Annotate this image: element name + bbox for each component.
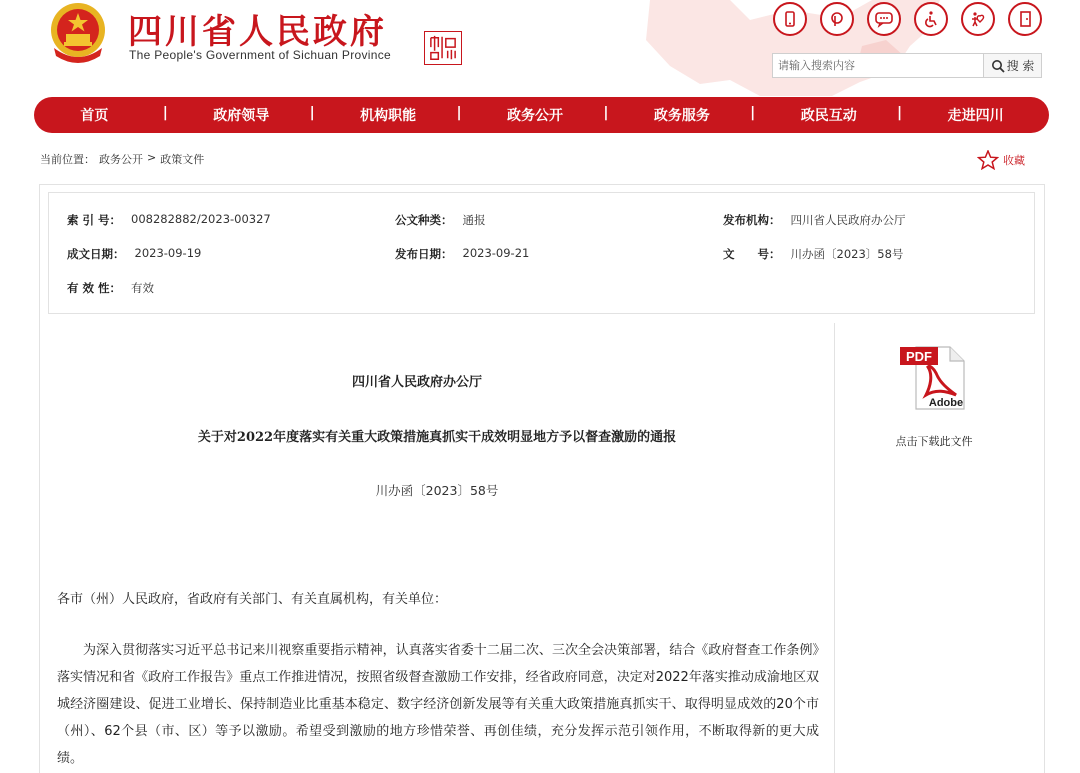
header-toolbar (773, 2, 1042, 36)
elderly-care-icon[interactable] (961, 2, 995, 36)
breadcrumb-separator: > (147, 151, 157, 164)
pdf-icon-label: PDF (906, 349, 932, 364)
info-index (67, 212, 271, 228)
accessibility-icon[interactable] (914, 2, 948, 36)
search-box (772, 53, 1042, 78)
info-index-label: 索 引 号： (67, 213, 122, 227)
nav-item-about-sichuan[interactable]: 走进四川 (947, 108, 1004, 124)
document-issuer: 四川省人民政府办公厅 (351, 375, 482, 390)
site-title: 四川省人民政府 (128, 12, 387, 52)
pdf-download-icon[interactable] (898, 343, 968, 413)
favorite-label: 收藏 (1003, 154, 1025, 167)
nav-item-functions[interactable]: 机构职能 | (360, 105, 462, 124)
nav-item-leaders[interactable]: 政府领导 | (213, 105, 315, 124)
adobe-label: Adobe (928, 397, 964, 409)
national-emblem-icon (44, 0, 112, 64)
wechat-icon[interactable] (867, 2, 901, 36)
nav-item-services[interactable]: 政务服务 | (653, 105, 756, 124)
nav-item-disclosure[interactable]: 政务公开 | (507, 105, 609, 124)
info-type (395, 212, 486, 228)
breadcrumb-item-disclosure[interactable]: 政务公开 (99, 153, 143, 166)
site-subtitle: The People's Government of Sichuan Province (129, 48, 391, 62)
search-button-label: 搜 索 (1006, 59, 1035, 73)
exit-icon[interactable] (1008, 2, 1042, 36)
info-published-value: 2023-09-21 (462, 246, 530, 260)
info-published (395, 246, 529, 262)
info-docno-label: 文 号： (723, 247, 781, 261)
document-salutation: 各市（州）人民政府，省政府有关部门、有关直属机构，有关单位： (57, 592, 448, 607)
favorite-button[interactable] (977, 150, 1025, 170)
sichuan-seal-logo (424, 31, 462, 65)
info-created-value: 2023-09-19 (134, 246, 202, 260)
info-validity-label: 有 效 性： (67, 281, 122, 295)
breadcrumb-item-policy-docs[interactable]: 政策文件 (160, 153, 205, 166)
info-type-value: 通报 (462, 213, 486, 227)
download-file-link[interactable]: 点击下载此文件 (895, 435, 973, 448)
document-number: 川办函〔2023〕58号 (375, 483, 499, 498)
mobile-icon[interactable] (773, 2, 807, 36)
site-header (0, 0, 1080, 96)
info-docno-value: 川办函〔2023〕58号 (790, 247, 904, 261)
info-docno (723, 246, 903, 262)
document-info-box (48, 192, 1035, 314)
search-icon (991, 59, 1005, 73)
star-icon (977, 150, 999, 170)
content-divider (834, 323, 835, 773)
breadcrumb-prefix: 当前位置： (40, 153, 95, 166)
search-input[interactable] (773, 54, 985, 77)
document-title: 关于对2022年度落实有关重大政策措施真抓实干成效明显地方予以督查激励的通报 (197, 430, 677, 445)
info-created-label: 成文日期： (67, 247, 125, 261)
info-type-label: 公文种类： (395, 213, 453, 227)
breadcrumb (40, 151, 204, 167)
info-publisher-value: 四川省人民政府办公厅 (790, 213, 906, 227)
weibo-icon[interactable] (820, 2, 854, 36)
nav-item-home[interactable]: 首页 | (80, 105, 168, 124)
info-published-label: 发布日期： (395, 247, 453, 261)
info-publisher-label: 发布机构： (723, 213, 781, 227)
nav-item-interaction[interactable]: 政民互动 | (800, 105, 903, 124)
search-button[interactable] (983, 54, 1041, 77)
info-index-value: 008282882/2023-00327 (131, 212, 271, 226)
main-nav (34, 97, 1049, 133)
document-body-paragraph: 为深入贯彻落实习近平总书记来川视察重要指示精神，认真落实省委十二届二次、三次全会决策部署，结合《政府督查工作条例》落实情况和省《政府工作报告》重点工作推进情况，按照省级督查激励工作安排，经省政府同意，决定对2022年落实推动成渝地区双城经济圈建设、促进工业增长、保持制造业比重基本稳定、数字经济创新发展等有关重大政策措施真抓实干、取得明显成效的20个市（州）、62个县（市、区）等予以激励。希望受到激励的地方珍惜荣誉、再创佳绩，充分发挥示范引领作用，不断取得新的更大成绩。 (57, 643, 819, 766)
info-created (67, 246, 201, 262)
info-validity (67, 280, 154, 296)
info-validity-value: 有效 (131, 281, 155, 295)
info-publisher (723, 212, 906, 228)
